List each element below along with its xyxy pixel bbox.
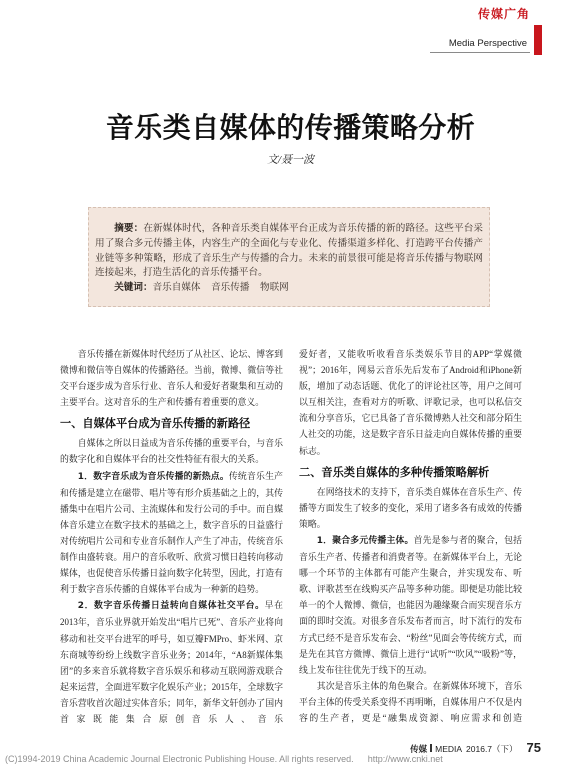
- keyword: 音乐传播: [211, 282, 250, 294]
- abstract-label: 摘要：: [114, 223, 144, 234]
- header-rule: [430, 52, 530, 53]
- paragraph: [60, 468, 283, 598]
- article-author: 文/聂一波: [266, 154, 315, 166]
- page-number: 75: [526, 740, 541, 755]
- paragraph: 在网络技术的支持下，音乐类自媒体在音乐生产、传播等方面发生了较多的变化，采用了诸多各有成效的传播策略。: [299, 486, 522, 529]
- keyword: 物联网: [260, 282, 289, 294]
- keyword: 音乐自媒体: [152, 282, 201, 294]
- watermark-copyright: (C)1994-2019 China Academic Journal Electronic Publishing House. All rights reserved.: [5, 754, 354, 764]
- point-text: 传统音乐生产和传播是建立在磁带、唱片等有形介质基础之上的，其传播集中在唱片公司、主流媒体和发行公司的手中。而自媒体音乐建立在数字技术的基础之上，数字音乐的日益盛行对传统唱片公司和专业音乐制作人产生了冲击，传统音乐制作由盛转衰。用户的音乐收听、欣赏习惯日趋转向移动媒体，也促使音乐传播日益向数字化转型，因此，打造有利于数字音乐传播的自媒体平台成为一种新的趋势。: [60, 470, 283, 595]
- point-text: 早在2013年，音乐业界就开始发出“唱片已死”、音乐产业将向移动和社交平台进军的呼号，如豆瓣FMPro、虾米网、京东商城等纷纷上线数字音乐业务；2014年，“A8新媒体集团”的多来音乐就将数字音乐娱乐和移动互联网游戏联合起来运营，全面进军数字化娱乐产业；2015年，全球数字音乐营收首次超过实体音乐；同年，新华文轩创办了国内首家既能集合原创音乐人、音乐: [60, 600, 283, 724]
- abstract-text: 在新媒体时代，各种音乐类自媒体平台正成为音乐传播的新的路径。这些平台采用了聚合多元传播主体，内容生产的全面化与专业化、传播渠道多样化、打造跨平台传播产业链等多种策略，形成了音乐生产与传播的合力。未来的前景很可能是将音乐传播与物联网连接起来，打造生活化的音乐传播平台。: [95, 223, 484, 279]
- keywords: [95, 281, 483, 296]
- intro-paragraph: 音乐传播在新媒体时代经历了从社区、论坛、博客到微博和微信等自媒体的传播路径。当前，微博、微信等社交平台逐步成为音乐行业、音乐人和爱好者聚集和互动的主要平台。这对音乐的生产和传播有着重要的意义。: [60, 349, 283, 408]
- point-lead: 1．聚合多元传播主体。: [316, 535, 414, 546]
- point-lead: 2．数字音乐传播日益转向自媒体社交平台。: [77, 601, 265, 612]
- section-marker-bar: [534, 25, 542, 55]
- point-lead: 1．数字音乐成为音乐传播的新热点。: [77, 471, 229, 482]
- watermark-url: http://www.cnki.net: [367, 754, 443, 764]
- section-heading-2: 二、音乐类自媒体的多种传播策略解析: [299, 465, 490, 479]
- paragraph-continued: 爱好者，又能收听收看音乐类娱乐节目的APP“掌媒微视”；2016年，网易云音乐先后发布了Android和iPhone新版，增加了动态话题、优化了的评论社区等，用户之间可以互相关注，查看对方的听歌、评歌记录，也可以私信交流和分享音乐，它已具备了音乐微博熟人社交和部分陌生人社交的功能，这是数字音乐日益走向自媒体传播的重要标志。: [299, 349, 522, 456]
- section-title: 传媒广角: [477, 7, 530, 21]
- left-column: [60, 346, 283, 727]
- footer-journal: 传媒: [410, 745, 428, 755]
- right-column: [299, 346, 522, 726]
- article-title: 音乐类自媒体的传播策略分析: [105, 111, 476, 144]
- paragraph: [299, 532, 522, 678]
- footer-separator: [430, 744, 432, 752]
- paragraph: [60, 597, 283, 727]
- section-title-english: Media Perspective: [448, 38, 527, 49]
- copyright-watermark: [5, 753, 443, 765]
- footer-issue: 2016.7（下）: [466, 744, 518, 754]
- paragraph: 自媒体之所以日益成为音乐传播的重要平台，与音乐的数字化和自媒体平台的社交性特征有很大的关系。: [60, 438, 283, 465]
- section-heading-1: 一、自媒体平台成为音乐传播的新路径: [60, 417, 251, 431]
- paragraph: 其次是音乐主体的角色聚合。在新媒体环境下，音乐平台主体的传受关系变得不再明晰，自媒体用户不仅是内容的生产者，更是“融集成资源、响应需求和创造: [299, 680, 522, 723]
- abstract-box: [88, 207, 490, 307]
- keywords-label: 关键词：: [114, 282, 153, 294]
- point-text: 首先是参与者的聚合，包括音乐生产者、传播者和消费者等。在新媒体平台上，无论哪一个环节的主体都有可能产生聚合，并实现发布、听歌、评歌甚至在线购买产品等多种功能。即便是功能比较单一的个人微博、微信，也能因为趣缘聚合而实现音乐方面的即时交流。对很多音乐发布者而言，时下流行的发布方式已经不是音乐发布会、“粉丝”见面会等传统方式，而是先在其官方微博、微信上进行“试听”“吹风”“吸粉”等，线上发布往往优先于线下的互动。: [299, 534, 522, 675]
- abstract: [95, 222, 483, 281]
- footer-journal-english: MEDIA: [435, 744, 463, 754]
